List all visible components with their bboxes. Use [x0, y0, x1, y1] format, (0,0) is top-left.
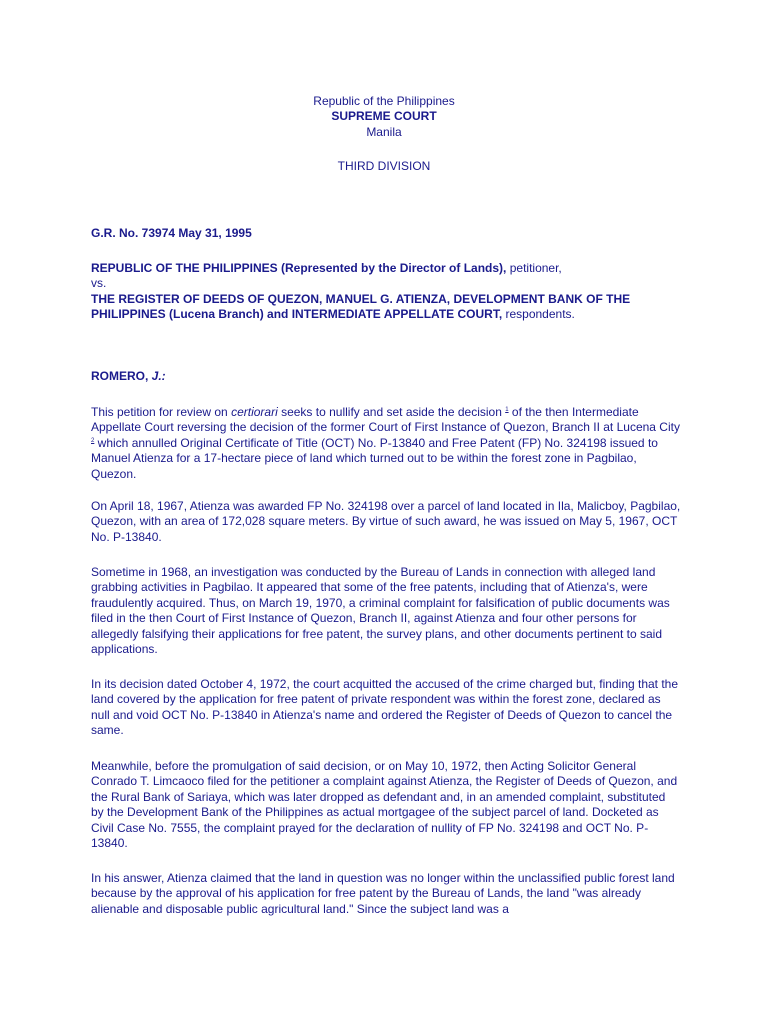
paragraph-2 — [91, 499, 681, 545]
paragraph-3 — [91, 565, 681, 657]
petitioner-line — [91, 261, 681, 276]
petitioner-role: petitioner, — [506, 261, 562, 275]
footnote-link-2[interactable]: 2 — [91, 437, 95, 444]
p1-italic-term: certiorari — [231, 405, 278, 419]
court-header — [0, 94, 768, 140]
ponente — [91, 369, 681, 384]
court-name: SUPREME COURT — [331, 109, 437, 124]
respondents-line — [91, 292, 681, 323]
case-parties — [91, 261, 681, 323]
versus-label: vs. — [91, 276, 107, 291]
republic-line: Republic of the Philippines — [313, 94, 455, 108]
court-city: Manila — [366, 124, 402, 139]
p1-text-d: which annulled Original Certificate of Title (OCT) No. P-13840 and Free Patent (FP) No. 324198 issued to Manuel Atienza for a 17-hectare piece of land which turned out to be within the forest zone in Pagbilao, Quezon. — [91, 435, 658, 481]
respondents-role: respondents. — [502, 307, 575, 322]
paragraph-6 — [91, 871, 681, 917]
footnote-link-1[interactable]: 1 — [505, 407, 509, 413]
ponente-title: J.: — [148, 369, 166, 383]
division-label: THIRD DIVISION — [337, 159, 431, 173]
paragraph-4 — [91, 677, 681, 739]
paragraph-2-text: On April 18, 1967, Atienza was awarded FP No. 324198 over a parcel of land located in Ila, Malicboy, Pagbilao, Quezon, with an area of 172,028 square meters. By virtue of such award, he was issued on May 5, 1967, OCT No. P-13840. — [91, 499, 681, 544]
petitioner-name: REPUBLIC OF THE PHILIPPINES (Represented by the Director of Lands), — [91, 261, 507, 275]
p1-text-b: seeks to nullify and set aside the decision — [277, 405, 506, 419]
paragraph-3-text: Sometime in 1968, an investigation was conducted by the Bureau of Lands in connection with alleged land grabbing activities in Pagbilao. It appeared that some of the free patents, including that of Atienza's, were fraudulently acquired. Thus, on March 19, 1970, a criminal complaint for falsification of public documents was filed in the then Court of First Instance of Quezon, Branch II, against Atienza and four other persons for allegedly falsifying their applications for free patent, the survey plans, and other documents pertinent to said applications. — [91, 565, 670, 657]
paragraph-1 — [91, 405, 681, 482]
paragraph-5 — [91, 759, 681, 851]
paragraph-5-text: Meanwhile, before the promulgation of said decision, or on May 10, 1972, then Acting Solicitor General Conrado T. Limcaoco filed for the petitioner a complaint against Atienza, the Register of Deeds of Quezon, and the Rural Bank of Sariaya, which was later dropped as defendant and, in an amended complaint, substituted by the Development Bank of the Philippines as actual mortgagee of the subject parcel of land. Docketed as Civil Case No. 7555, the complaint prayed for the declaration of nullity of FP No. 324198 and OCT No. P-13840. — [91, 759, 678, 851]
paragraph-6-text: In his answer, Atienza claimed that the land in question was no longer within the unclassified public forest land because by the approval of his application for free patent by the Bureau of Lands, the land "was already alienable and disposable public agricultural land." Since the subject land was a — [91, 871, 675, 916]
paragraph-4-text: In its decision dated October 4, 1972, the court acquitted the accused of the crime charged but, finding that the land covered by the application for free patent of private respondent was within the forest zone, declared as null and void OCT No. P-13840 in Atienza's name and ordered the Register of Deeds of Quezon to cancel the same. — [91, 677, 679, 738]
case-number: G.R. No. 73974 May 31, 1995 — [91, 226, 252, 240]
ponente-name: ROMERO, — [91, 369, 149, 383]
p1-text-a: This petition for review on — [91, 405, 232, 419]
respondents-name: THE REGISTER OF DEEDS OF QUEZON, MANUEL G. ATIENZA, DEVELOPMENT BANK OF THE PHILIPPINES (Lucena Branch) and INTERMEDIATE APPELLATE COURT, — [91, 291, 631, 322]
p1-text-c: of the then Intermediate Appellate Court reversing the decision of the former Court of First Instance of Quezon, Branch II at Lucena City — [91, 405, 680, 435]
